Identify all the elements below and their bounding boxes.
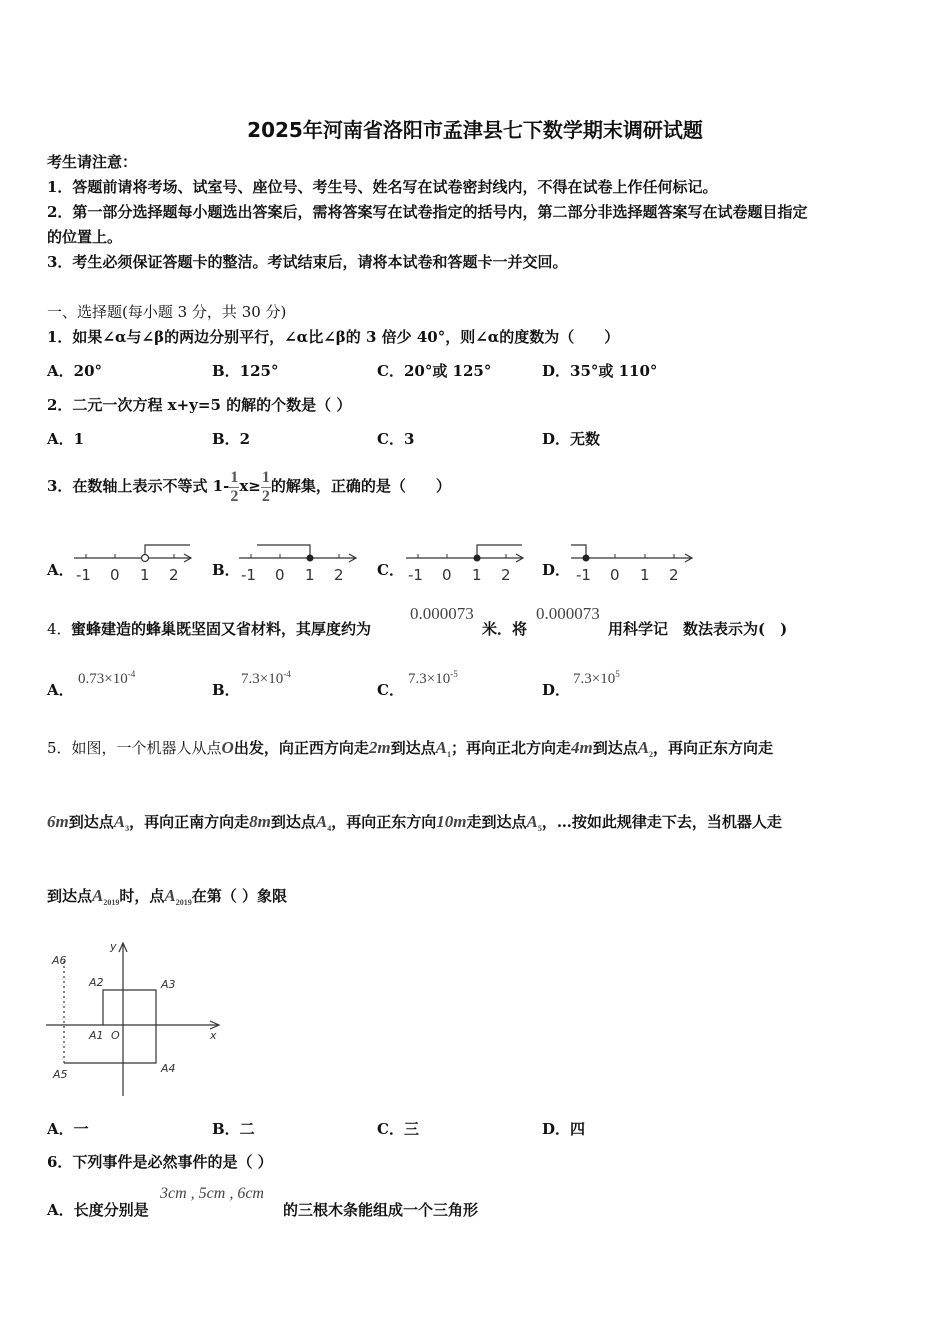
svg-text:O: O [111, 1029, 120, 1042]
q3-option-b-label: B． [212, 561, 240, 579]
svg-text:A4: A4 [161, 1062, 176, 1075]
q3-stem [47, 461, 451, 511]
q3-stem-part: 的解集，正确的是（ ） [270, 477, 451, 495]
q6-option-a: A．长度分别是 [47, 1201, 149, 1219]
notice-heading: 考生请注意： [47, 153, 138, 171]
q4-option-d-label: D． [542, 681, 571, 699]
q3-option-c-label: C． [377, 561, 404, 579]
q1-option-a: A．20° [47, 362, 103, 380]
q6-stem: 6．下列事件是必然事件的是（ ） [47, 1153, 273, 1171]
q5-option-a: A．一 [47, 1120, 89, 1138]
q3-fraction-2: $\frac{1}{2}$ [261, 468, 270, 505]
svg-text:-1: -1 [76, 566, 91, 584]
q2-option-d: D．无数 [542, 430, 601, 448]
svg-text:1: 1 [472, 566, 482, 584]
q4-option-b: $7.3\times 10^{-4}$ [241, 669, 291, 687]
svg-text:-1: -1 [576, 566, 591, 584]
notice-item: 3．考生必须保证答题卡的整洁。考试结束后，请将本试卷和答题卡一并交回。 [47, 253, 568, 271]
svg-text:A3: A3 [161, 978, 176, 991]
svg-text:2: 2 [669, 566, 679, 584]
svg-text:0: 0 [610, 566, 620, 584]
q5-line1: 5．如图，一个机器人从点O出发，向正西方向走2m到达点$A_1$；再向正北方向走4m到达点$A_2$，再向正东方向走 [47, 738, 774, 759]
svg-text:-1: -1 [408, 566, 423, 584]
svg-text:1: 1 [305, 566, 315, 584]
q6-option-a-math: 3cm , 5cm , 6cm [160, 1185, 264, 1202]
q3-stem-part: x≥ [239, 477, 261, 495]
q5-option-d: D．四 [542, 1120, 586, 1138]
q5-line2: 6m到达点$A_3$，再向正南方向走8m到达点$A_4$，再向正东方向10m走到达点$A_5$，…按如此规律走下去，当机器人走 [47, 812, 782, 833]
svg-text:A5: A5 [53, 1068, 68, 1081]
q3-option-d-label: D． [542, 561, 571, 579]
q2-option-a: A．1 [47, 430, 85, 448]
q4-option-d: $7.3\times 10^5$ [573, 669, 620, 687]
q5-line3: 到达点$A_{2019}$时，点$A_{2019}$在第（ ）象限 [47, 886, 287, 907]
svg-text:A1: A1 [89, 1029, 104, 1042]
q1-option-c: C．20°或 125° [377, 362, 492, 380]
q4-option-a-label: A． [47, 681, 74, 699]
q2-option-b: B．2 [212, 430, 251, 448]
q4-stem-part: 米．将 [482, 620, 528, 638]
q5-figure [44, 938, 230, 1098]
svg-text:2: 2 [169, 566, 179, 584]
q3-numberline-c [402, 536, 532, 586]
svg-text:2: 2 [501, 566, 511, 584]
q5-option-c: C．三 [377, 1120, 419, 1138]
svg-text:A6: A6 [52, 954, 67, 967]
page-title: 2025年河南省洛阳市孟津县七下数学期末调研试题 [247, 118, 703, 142]
notice-item: 2．第一部分选择题每小题选出答案后，需将答案写在试卷指定的括号内，第二部分非选择题答案写在试卷题目指定 [47, 203, 808, 221]
q2-stem: 2．二元一次方程 x+y=5 的解的个数是（ ） [47, 396, 352, 414]
svg-text:-1: -1 [241, 566, 256, 584]
svg-text:0: 0 [275, 566, 285, 584]
q1-stem: 1．如果∠α与∠β的两边分别平行，∠α比∠β的 3 倍少 40°，则∠α的度数为（ ） [47, 328, 620, 346]
q4-stem-part: 蜜蜂建造的蜂巢既坚固又省材料，其厚度约为 [71, 620, 372, 638]
q1-option-d: D．35°或 110° [542, 362, 658, 380]
svg-text:0: 0 [110, 566, 120, 584]
svg-text:2: 2 [334, 566, 344, 584]
q1-option-b: B．125° [212, 362, 279, 380]
svg-text:y: y [110, 940, 117, 953]
q3-numberline-d [567, 536, 697, 586]
q4-option-c: $7.3\times 10^{-5}$ [408, 669, 458, 687]
section-heading: 一、选择题(每小题 3 分，共 30 分) [47, 303, 287, 321]
svg-text:A2: A2 [89, 976, 104, 989]
q4-option-a: $0.73\times 10^{-4}$ [78, 669, 136, 687]
notice-item: 的位置上。 [47, 228, 123, 246]
svg-text:x: x [210, 1029, 217, 1042]
q4-stem-part: 用科学记 数法表示为( ) [608, 620, 788, 638]
q6-option-a-text: 的三根木条能组成一个三角形 [283, 1201, 479, 1219]
svg-text:0: 0 [442, 566, 452, 584]
q3-fraction-1: $\frac{1}{2}$ [230, 468, 239, 505]
q2-option-c: C．3 [377, 430, 415, 448]
q4-value: 0.000073 [536, 604, 600, 623]
q3-numberline-a [70, 536, 200, 586]
q5-option-b: B．二 [212, 1120, 255, 1138]
q3-option-a-label: A． [47, 561, 74, 579]
notice-item: 1．答题前请将考场、试室号、座位号、考生号、姓名写在试卷密封线内，不得在试卷上作任何标记。 [47, 178, 718, 196]
q3-numberline-b [235, 536, 365, 586]
q3-stem-part: 3．在数轴上表示不等式 1- [47, 477, 230, 495]
svg-text:1: 1 [640, 566, 650, 584]
q4-number: 4． [47, 620, 72, 638]
q4-value: 0.000073 [410, 604, 474, 623]
svg-text:1: 1 [140, 566, 150, 584]
q4-option-c-label: C． [377, 681, 404, 699]
q4-option-b-label: B． [212, 681, 240, 699]
